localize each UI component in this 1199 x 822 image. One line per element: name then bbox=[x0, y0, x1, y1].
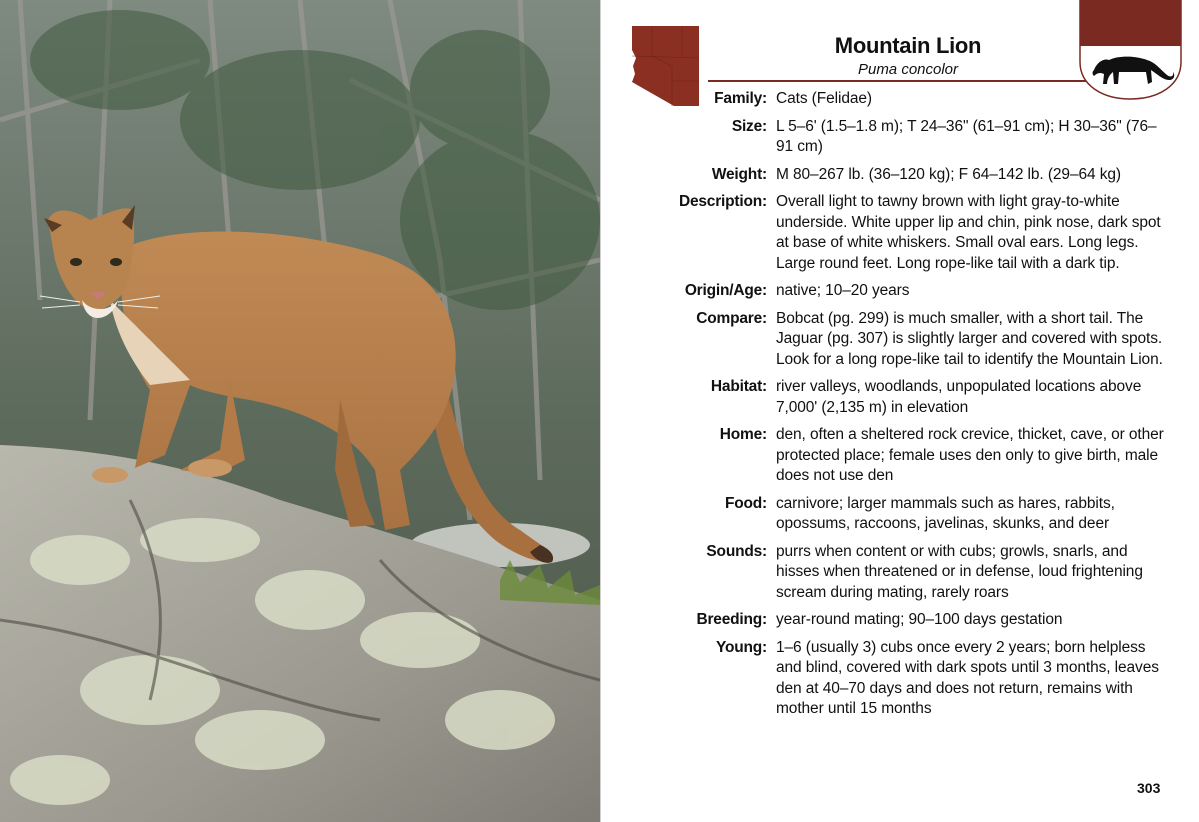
entry-label: Size: bbox=[731, 117, 767, 135]
title-block bbox=[709, 32, 1107, 80]
entry-habitat bbox=[601, 377, 1199, 418]
entry-value: purrs when content or with cubs; growls, snarls, and hisses when threatened or in defense, loud frightening scream during mating, rarely roars bbox=[776, 542, 1143, 601]
entry-food bbox=[601, 494, 1199, 535]
entry-family bbox=[601, 89, 1199, 110]
entry-label: Sounds: bbox=[706, 542, 767, 560]
species-page bbox=[601, 0, 1199, 822]
title-rule bbox=[708, 80, 1098, 82]
scientific-name: Puma concolor bbox=[857, 61, 959, 78]
entry-label: Origin/Age: bbox=[684, 282, 767, 299]
entry-label: Young: bbox=[715, 638, 767, 656]
entry-value: native; 10–20 years bbox=[776, 282, 910, 299]
entry-label: Family: bbox=[714, 90, 767, 107]
entry-label: Breeding: bbox=[696, 611, 767, 628]
entry-value: Overall light to tawny brown with light gray-to-white underside. White upper lip and chin, pink nose, dark spot at base of white whiskers. Small oval ears. Long legs. Large round feet. Long rope-like tail with a dark tip. bbox=[776, 193, 1161, 272]
entry-origin-age bbox=[601, 281, 1199, 302]
entry-weight bbox=[601, 165, 1199, 186]
page-title: Mountain Lion bbox=[834, 33, 982, 58]
entry-sounds bbox=[601, 542, 1199, 604]
entry-value: carnivore; larger mammals such as hares, rabbits, opossums, raccoons, javelinas, skunks, and deer bbox=[776, 494, 1115, 532]
entry-label: Weight: bbox=[711, 165, 767, 183]
entry-value: L 5–6' (1.5–1.8 m); T 24–36" (61–91 cm); H 30–36" (76–91 cm) bbox=[776, 117, 1157, 155]
entry-home bbox=[601, 425, 1199, 487]
entry-value: Bobcat (pg. 299) is much smaller, with a short tail. The Jaguar (pg. 307) is slightly larger and covered with spots. Look for a long rope-like tail to identify the Mountain Lion. bbox=[776, 309, 1163, 368]
entry-label: Home: bbox=[719, 426, 767, 443]
entry-label: Habitat: bbox=[710, 378, 767, 395]
page-number: 303 bbox=[1137, 780, 1161, 796]
entry-young bbox=[601, 638, 1199, 720]
entry-value: river valleys, woodlands, unpopulated locations above 7,000' (2,135 m) in elevation bbox=[776, 378, 1142, 416]
entry-value: den, often a sheltered rock crevice, thicket, cave, or other protected place; female uses den only to give birth, male does not use den bbox=[776, 426, 1164, 484]
cat-silhouette-badge-icon bbox=[1079, 0, 1182, 100]
entry-value: Cats (Felidae) bbox=[776, 90, 872, 107]
entry-label: Food: bbox=[724, 494, 767, 512]
entry-label: Compare: bbox=[696, 309, 767, 327]
entry-value: year-round mating; 90–100 days gestation bbox=[776, 611, 1063, 628]
entry-breeding bbox=[601, 610, 1199, 631]
entry-value: 1–6 (usually 3) cubs once every 2 years; born helpless and blind, covered with dark spots until 3 months, leaves den at 40–70 days and does not return, remains with mother until 15 months bbox=[776, 638, 1159, 717]
entry-size bbox=[601, 117, 1199, 158]
entry-compare bbox=[601, 309, 1199, 371]
entry-label: Description: bbox=[678, 193, 767, 210]
entry-list bbox=[601, 89, 1199, 727]
entry-description bbox=[601, 192, 1199, 274]
entry-value: M 80–267 lb. (36–120 kg); F 64–142 lb. (29–64 kg) bbox=[776, 165, 1121, 183]
